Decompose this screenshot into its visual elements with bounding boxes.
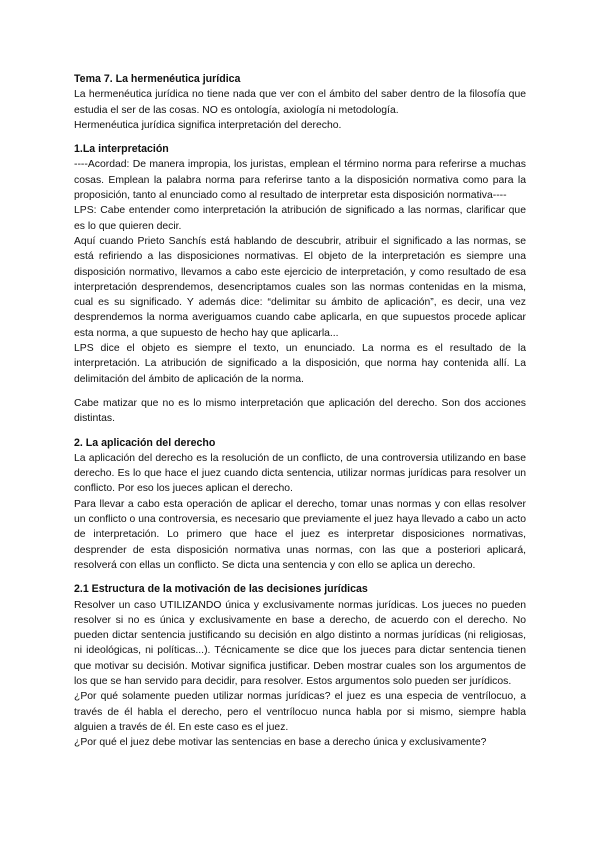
intro-paragraph: Hermenéutica jurídica significa interpretación del derecho. [74, 119, 342, 131]
section-paragraph: Aquí cuando Prieto Sanchís está hablando de descubrir, atribuir el significado a las normas, se está refiriendo a las disposiciones normativas. El objeto de la interpretación es siempre una disposición normativo, llevamos a cabo este ejercicio de interpretación, y como resultado de esa interpretación desprendemos, desencriptamos cuales son las normas contenidas en la misma, cual es su significado. Y además dice: “delimitar su ámbito de aplicación”, es decir, una vez desprendemos la norma averiguamos cuando cabe aplicarla, en que supuestos procede aplicar esta norma, a que supuesto de hecho hay que aplicarla... [74, 235, 526, 339]
section-paragraph: ¿Por qué el juez debe motivar las sentencias en base a derecho única y exclusivamente? [74, 737, 487, 749]
section-paragraph: ¿Por qué solamente pueden utilizar normas jurídicas? el juez es una especia de ventrílocuo, a través de él habla el derecho, pero el ventrílocuo nunca habla por si mismo, siempre habla alguien a través de él. En este caso es el juez. [74, 691, 526, 733]
document-title: Tema 7. La hermenéutica jurídica [74, 73, 241, 85]
section-paragraph: LPS dice el objeto es siempre el texto, un enunciado. La norma es el resultado de la interpretación. La atribución de significado a la disposición, que norma hay contenida allí. La delimitación del ámbito de aplicación de la norma. [74, 343, 526, 385]
section-paragraph: LPS: Cabe entender como interpretación la atribución de significado a las normas, clarificar que es lo que quieren decir. [74, 205, 526, 232]
section-paragraph: La aplicación del derecho es la resolución de un conflicto, de una controversia utilizando en base derecho. Es lo que hace el juez cuando dicta sentencia, utilizar normas jurídicas para resolver un conflicto. Por eso los jueces aplican el derecho. [74, 452, 526, 495]
section-paragraph: Resolver un caso UTILIZANDO única y exclusivamente normas jurídicas. Los jueces no pueden resolver si no es única y exclusivamente en base a derecho, de acuerdo con el derecho. No pueden dictar sentencia justificando su decisión en algo distinto a normas jurídicas (ni religiosas, ni ideológicas, ni políticas...). Técnicamente se dice que los jueces para dictar sentencia tienen que motivar su decisión. Motivar significa justificar. Deben mostrar cuales son los argumentos de los que se han servido para decidir, para resolver. Estos argumentos solo pueden ser jurídicos. [74, 599, 526, 687]
section-paragraph: Cabe matizar que no es lo mismo interpretación que aplicación del derecho. Son dos acciones distintas. [74, 397, 526, 425]
section-heading-estructura-motivacion: 2.1 Estructura de la motivación de las decisiones jurídicas [74, 583, 368, 596]
section-heading-aplicacion: 2. La aplicación del derecho [74, 436, 216, 449]
section-paragraph: Para llevar a cabo esta operación de aplicar el derecho, tomar unas normas y con ellas resolver un conflicto o una controversia, es necesario que previamente el juez haya llevado a cabo un acto de interpretación. Lo primero que hace el juez es interpretar disposiciones normativas, desprender de esta disposición normativa unas normas, con las que a posteriori aplicará, resolverá con ellas un conflicto. Se dicta una sentencia y con ello se aplica un derecho. [74, 498, 526, 571]
document-page [74, 72, 526, 750]
section-paragraph: ----Acordad: De manera impropia, los juristas, emplean el término norma para referirse a muchas cosas. Emplean la palabra norma para referirse tanto a la disposición normativa como para la proposición, tanto al enunciado como al resultado de interpretar esta disposición normativa---- [74, 159, 526, 202]
section-heading-interpretacion: 1.La interpretación [74, 143, 169, 156]
intro-paragraph: La hermenéutica jurídica no tiene nada que ver con el ámbito del saber dentro de la filosofía que estudia el ser de las cosas. NO es ontología, axiología ni metodología. [74, 89, 526, 116]
